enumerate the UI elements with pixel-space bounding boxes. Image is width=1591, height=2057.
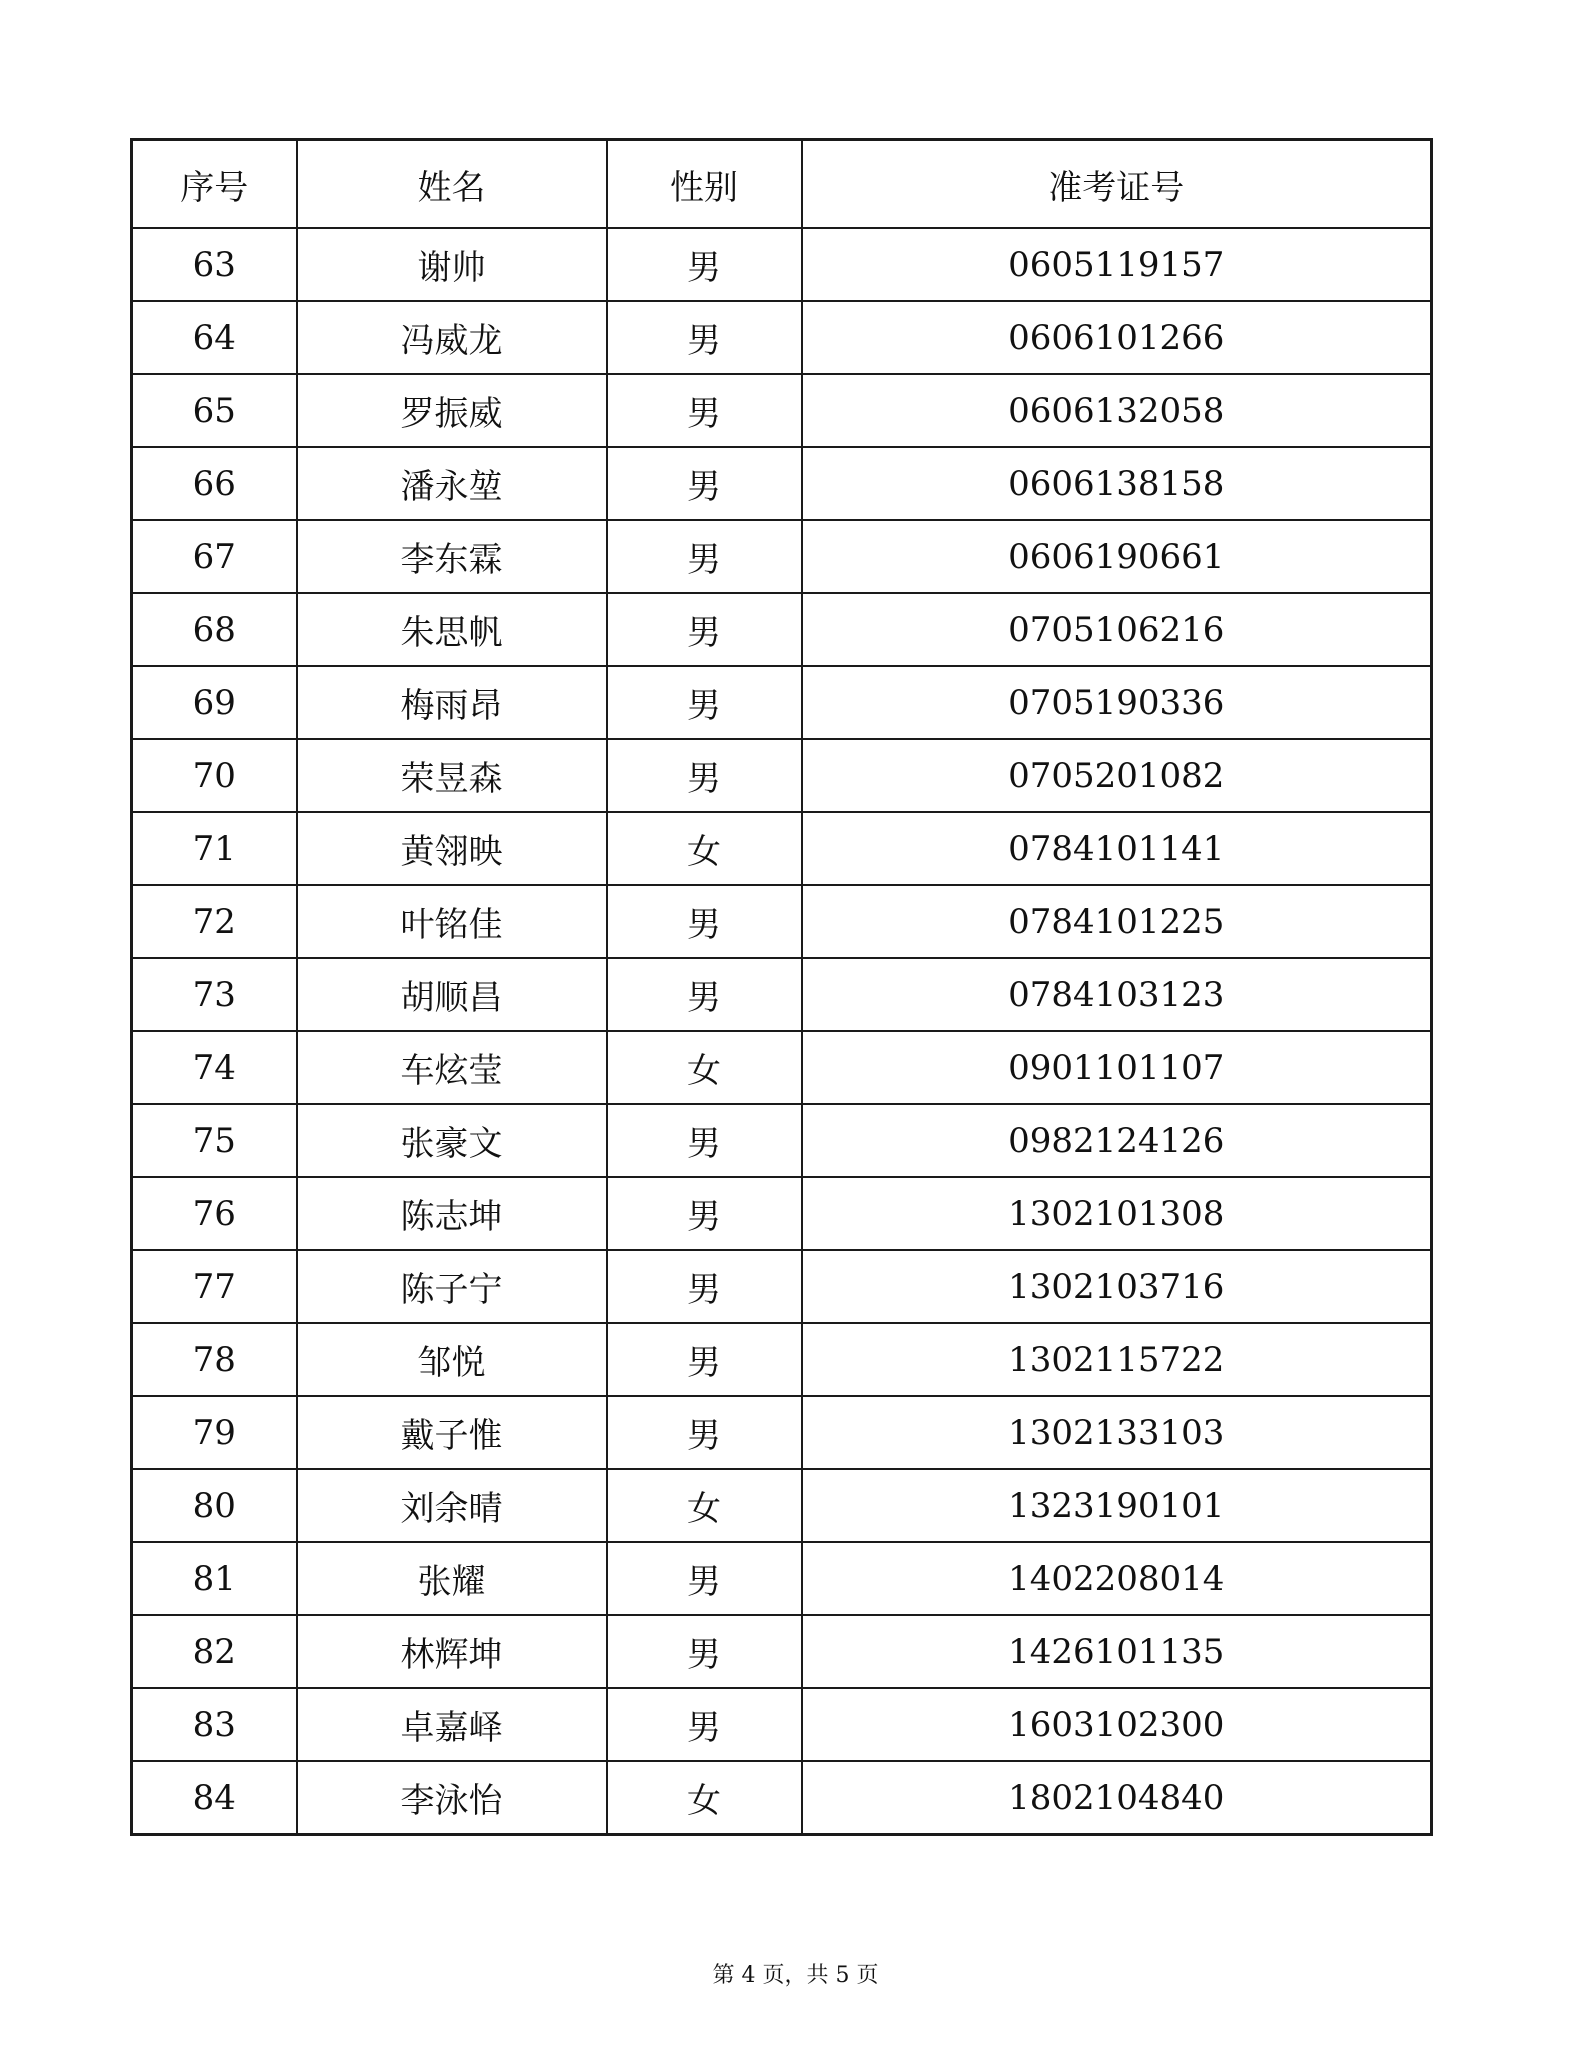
- cell-ticket: 0784101225: [802, 885, 1432, 958]
- cell-name: 梅雨昂: [297, 666, 607, 739]
- table-row: [132, 812, 1432, 885]
- cell-name: 罗振威: [297, 374, 607, 447]
- table-row: [132, 520, 1432, 593]
- table-row: [132, 301, 1432, 374]
- header-gender: 性别: [607, 140, 802, 229]
- cell-gender: 男: [607, 593, 802, 666]
- cell-ticket: 1302115722: [802, 1323, 1432, 1396]
- cell-ticket: 0901101107: [802, 1031, 1432, 1104]
- table-row: [132, 1542, 1432, 1615]
- cell-gender: 男: [607, 374, 802, 447]
- candidate-table-container: [130, 138, 1430, 1836]
- table-row: [132, 447, 1432, 520]
- cell-name: 李东霖: [297, 520, 607, 593]
- cell-name: 谢帅: [297, 228, 607, 301]
- cell-gender: 男: [607, 447, 802, 520]
- cell-ticket: 1802104840: [802, 1761, 1432, 1835]
- cell-index: 78: [132, 1323, 297, 1396]
- table-row: [132, 228, 1432, 301]
- cell-ticket: 0606132058: [802, 374, 1432, 447]
- table-row: [132, 739, 1432, 812]
- cell-ticket: 0982124126: [802, 1104, 1432, 1177]
- cell-index: 66: [132, 447, 297, 520]
- cell-gender: 女: [607, 1761, 802, 1835]
- table-row: [132, 1396, 1432, 1469]
- table-row: [132, 1104, 1432, 1177]
- cell-ticket: 0705201082: [802, 739, 1432, 812]
- cell-ticket: 1603102300: [802, 1688, 1432, 1761]
- table-row: [132, 885, 1432, 958]
- cell-name: 陈子宁: [297, 1250, 607, 1323]
- cell-ticket: 1402208014: [802, 1542, 1432, 1615]
- cell-name: 李泳怡: [297, 1761, 607, 1835]
- cell-ticket: 1323190101: [802, 1469, 1432, 1542]
- table-row: [132, 1323, 1432, 1396]
- cell-ticket: 0705190336: [802, 666, 1432, 739]
- table-row: [132, 958, 1432, 1031]
- cell-name: 胡顺昌: [297, 958, 607, 1031]
- cell-gender: 男: [607, 958, 802, 1031]
- cell-gender: 女: [607, 1469, 802, 1542]
- cell-gender: 男: [607, 520, 802, 593]
- cell-gender: 女: [607, 812, 802, 885]
- cell-index: 83: [132, 1688, 297, 1761]
- cell-ticket: 0606138158: [802, 447, 1432, 520]
- cell-name: 林辉坤: [297, 1615, 607, 1688]
- cell-index: 68: [132, 593, 297, 666]
- cell-index: 75: [132, 1104, 297, 1177]
- table-row: [132, 374, 1432, 447]
- cell-index: 70: [132, 739, 297, 812]
- header-ticket: 准考证号: [802, 140, 1432, 229]
- cell-index: 77: [132, 1250, 297, 1323]
- cell-gender: 男: [607, 1323, 802, 1396]
- cell-index: 80: [132, 1469, 297, 1542]
- cell-name: 戴子惟: [297, 1396, 607, 1469]
- cell-ticket: 1302133103: [802, 1396, 1432, 1469]
- cell-gender: 男: [607, 1177, 802, 1250]
- cell-index: 64: [132, 301, 297, 374]
- cell-name: 黄翎映: [297, 812, 607, 885]
- cell-gender: 女: [607, 1031, 802, 1104]
- cell-index: 79: [132, 1396, 297, 1469]
- cell-ticket: 1302103716: [802, 1250, 1432, 1323]
- cell-gender: 男: [607, 301, 802, 374]
- cell-name: 张耀: [297, 1542, 607, 1615]
- cell-name: 荣昱森: [297, 739, 607, 812]
- cell-index: 73: [132, 958, 297, 1031]
- cell-name: 卓嘉峄: [297, 1688, 607, 1761]
- cell-gender: 男: [607, 228, 802, 301]
- header-name: 姓名: [297, 140, 607, 229]
- cell-ticket: 0784103123: [802, 958, 1432, 1031]
- table-row: [132, 666, 1432, 739]
- cell-name: 潘永堃: [297, 447, 607, 520]
- cell-gender: 男: [607, 666, 802, 739]
- cell-name: 叶铭佳: [297, 885, 607, 958]
- cell-ticket: 0784101141: [802, 812, 1432, 885]
- cell-ticket: 1426101135: [802, 1615, 1432, 1688]
- cell-ticket: 0606101266: [802, 301, 1432, 374]
- cell-gender: 男: [607, 1688, 802, 1761]
- cell-index: 72: [132, 885, 297, 958]
- cell-gender: 男: [607, 1615, 802, 1688]
- table-row: [132, 1250, 1432, 1323]
- table-row: [132, 1177, 1432, 1250]
- table-row: [132, 1761, 1432, 1835]
- table-row: [132, 1469, 1432, 1542]
- table-row: [132, 593, 1432, 666]
- cell-index: 81: [132, 1542, 297, 1615]
- cell-name: 朱思帆: [297, 593, 607, 666]
- header-index: 序号: [132, 140, 297, 229]
- cell-name: 刘余晴: [297, 1469, 607, 1542]
- cell-gender: 男: [607, 1542, 802, 1615]
- cell-index: 84: [132, 1761, 297, 1835]
- table-row: [132, 1615, 1432, 1688]
- cell-index: 82: [132, 1615, 297, 1688]
- table-body: [132, 228, 1432, 1835]
- cell-gender: 男: [607, 885, 802, 958]
- cell-index: 65: [132, 374, 297, 447]
- cell-gender: 男: [607, 1104, 802, 1177]
- cell-index: 67: [132, 520, 297, 593]
- cell-index: 71: [132, 812, 297, 885]
- table-row: [132, 1031, 1432, 1104]
- cell-ticket: 1302101308: [802, 1177, 1432, 1250]
- cell-index: 74: [132, 1031, 297, 1104]
- cell-name: 车炫莹: [297, 1031, 607, 1104]
- table-header-row: [132, 140, 1432, 229]
- cell-gender: 男: [607, 739, 802, 812]
- cell-ticket: 0705106216: [802, 593, 1432, 666]
- cell-ticket: 0606190661: [802, 520, 1432, 593]
- table-row: [132, 1688, 1432, 1761]
- cell-name: 陈志坤: [297, 1177, 607, 1250]
- cell-ticket: 0605119157: [802, 228, 1432, 301]
- cell-gender: 男: [607, 1396, 802, 1469]
- cell-index: 63: [132, 228, 297, 301]
- cell-index: 76: [132, 1177, 297, 1250]
- cell-name: 冯威龙: [297, 301, 607, 374]
- cell-gender: 男: [607, 1250, 802, 1323]
- cell-name: 张豪文: [297, 1104, 607, 1177]
- cell-name: 邹悦: [297, 1323, 607, 1396]
- candidate-table: [130, 138, 1433, 1836]
- page-footer: 第 4 页，共 5 页: [712, 1963, 879, 1988]
- cell-index: 69: [132, 666, 297, 739]
